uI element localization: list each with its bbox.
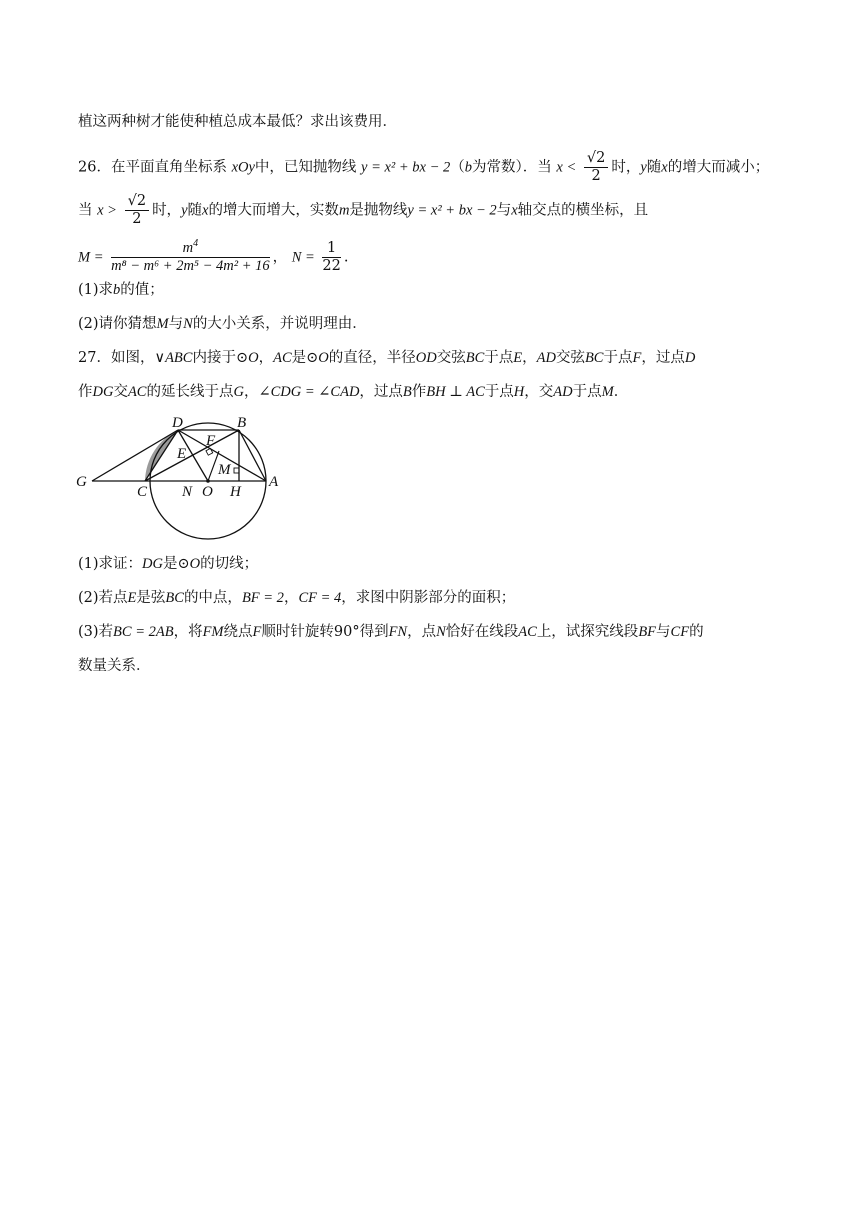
var-O: O xyxy=(189,556,201,572)
question-number: 27． xyxy=(78,350,111,366)
radicand: 2 xyxy=(596,150,606,166)
var-CF: CF xyxy=(670,624,690,640)
degree-90: 90° xyxy=(333,624,360,640)
text: 得到 xyxy=(359,624,389,640)
text: 的延长线于点 xyxy=(146,384,234,400)
inequality-lt: x < xyxy=(556,159,577,176)
bc-2ab: BC = 2AB xyxy=(113,624,174,640)
question-27-part-3-cont xyxy=(78,656,151,676)
text: 于点 xyxy=(603,350,633,366)
label-n: N xyxy=(182,484,193,500)
text: (1)求证： xyxy=(78,556,143,572)
text: （ xyxy=(450,159,465,176)
text: ，点 xyxy=(407,624,437,640)
tangent-dg xyxy=(92,430,178,481)
var-DG: DG xyxy=(142,556,163,572)
parabola-expression: y = x² + bx − 2 xyxy=(407,202,497,219)
var-B: B xyxy=(402,384,412,400)
cf-value: CF = 4 xyxy=(298,590,342,606)
label-g: G xyxy=(76,474,87,490)
question-26-line-1 xyxy=(78,150,769,185)
text: 的值； xyxy=(120,282,164,298)
var-O: O xyxy=(318,350,329,366)
label-d: D xyxy=(172,415,183,431)
fraction-n xyxy=(322,240,340,275)
text: ，将 xyxy=(173,624,203,640)
text: ，求图中阴影部分的面积； xyxy=(341,590,516,606)
text: 绕点 xyxy=(223,624,253,640)
geometry-figure xyxy=(74,414,294,546)
var-OD: OD xyxy=(415,350,437,366)
numerator: 1 xyxy=(322,240,340,258)
text: 内接于⊙ xyxy=(192,350,249,366)
text: 的增大而减小； xyxy=(667,159,770,176)
fraction-m xyxy=(111,240,270,275)
angle-equation: ∠CDG = ∠CAD xyxy=(258,384,360,400)
triangle: ∨ABC xyxy=(154,350,193,366)
var-x: x xyxy=(661,159,668,176)
var-BC: BC xyxy=(584,350,604,366)
var-y: y xyxy=(640,159,647,176)
text-line-continuation xyxy=(78,112,397,132)
var-F: F xyxy=(252,624,262,640)
text: 植这两种树才能使种植总成本最低？求出该费用． xyxy=(78,114,397,130)
text: 与 xyxy=(496,202,512,219)
denominator: 2 xyxy=(132,211,142,227)
text: 是弦 xyxy=(136,590,166,606)
text: 的大小关系，并说明理由． xyxy=(192,316,367,332)
var-BF: BF xyxy=(638,624,657,640)
text: 交弦 xyxy=(436,350,466,366)
var-N: N xyxy=(183,316,193,332)
m-n-definition: M = $\frac{m^4}{\text{m⁸ − m⁶ + 2m⁵ − 4m² + 16}}$ ， N = $\frac{1}{22}$ . xyxy=(78,238,349,274)
text: 的增大而增大，实数 xyxy=(208,202,339,219)
question-26-line-2 xyxy=(78,193,648,228)
question-26-part-1 xyxy=(78,280,164,300)
text: 时， xyxy=(611,159,641,176)
n-equals: N = xyxy=(291,249,315,266)
text: 作 xyxy=(411,384,427,400)
question-27-part-3 xyxy=(78,622,704,642)
var-E: E xyxy=(127,590,137,606)
var-AC: AC xyxy=(518,624,537,640)
bf-value: BF = 2 xyxy=(241,590,284,606)
question-26-part-2 xyxy=(78,314,367,334)
var-AC: AC xyxy=(273,350,292,366)
label-m: M xyxy=(218,462,231,478)
exponent: 4 xyxy=(193,238,199,250)
var-BC: BC xyxy=(465,350,485,366)
var-M: M xyxy=(156,316,169,332)
var-E: E xyxy=(513,350,523,366)
text: ， xyxy=(283,590,299,606)
var-N: N xyxy=(436,624,446,640)
text: (2)若点 xyxy=(78,590,128,606)
text: 恰好在线段 xyxy=(445,624,519,640)
var-AD: AD xyxy=(553,384,573,400)
inequality-gt: x > xyxy=(97,202,117,219)
fraction-sqrt2-over-2: $\frac{√2}{2}$ xyxy=(125,193,149,228)
denominator: 2 xyxy=(591,168,601,184)
text: ，交 xyxy=(524,384,554,400)
chord-cd xyxy=(145,430,178,481)
text: 的中点， xyxy=(183,590,242,606)
var-M: M xyxy=(601,384,614,400)
center-dot xyxy=(206,479,210,483)
label-o: O xyxy=(202,484,213,500)
text: ， xyxy=(258,350,274,366)
var-b: b xyxy=(113,282,121,298)
var-F: F xyxy=(632,350,642,366)
var-AC: AC xyxy=(127,384,147,400)
var-O: O xyxy=(248,350,259,366)
var-m: m xyxy=(338,202,350,219)
text: 数量关系． xyxy=(78,658,151,674)
var-DG: DG xyxy=(92,384,114,400)
text: 的切线； xyxy=(200,556,259,572)
text: 顺时针旋转 xyxy=(261,624,334,640)
text: 在平面直角坐标系 xyxy=(110,159,227,176)
text: 时， xyxy=(152,202,182,219)
var-BC: BC xyxy=(165,590,184,606)
radicand: 2 xyxy=(136,193,147,209)
question-number: 26． xyxy=(78,159,111,176)
text: ， xyxy=(522,350,537,366)
var-x: x xyxy=(202,202,209,219)
text: 与 xyxy=(168,316,184,332)
text: 的 xyxy=(689,624,704,640)
text: 交弦 xyxy=(555,350,585,366)
text: 于点 xyxy=(484,350,514,366)
m-equals: M = xyxy=(78,249,104,266)
text: 于点 xyxy=(484,384,514,400)
label-h: H xyxy=(230,484,241,500)
question-27-line-1 xyxy=(78,348,695,368)
question-27-part-2 xyxy=(78,588,515,608)
text: 是抛物线 xyxy=(349,202,408,219)
text: 与 xyxy=(656,624,671,640)
text: 交 xyxy=(113,384,128,400)
var-G: G xyxy=(233,384,244,400)
text: 为常数）．当 xyxy=(472,159,552,176)
perpendicular-bh: BH ⊥ AC xyxy=(426,384,485,400)
text: 于点 xyxy=(572,384,602,400)
var-x: x xyxy=(511,202,518,219)
fraction-sqrt2-over-2: $\frac{√2}{2}$ xyxy=(584,150,608,185)
question-27-line-2 xyxy=(78,382,628,402)
text: ． xyxy=(613,384,629,400)
text: 随 xyxy=(187,202,202,219)
text: 随 xyxy=(646,159,662,176)
coordinate-system: xOy xyxy=(231,159,255,176)
var-FM: FM xyxy=(202,624,224,640)
text: 如图， xyxy=(110,350,155,366)
var-FN: FN xyxy=(388,624,408,640)
text: 上，试探究线段 xyxy=(536,624,639,640)
text: ，过点 xyxy=(359,384,403,400)
var-AD: AD xyxy=(536,350,556,366)
label-e: E xyxy=(177,446,187,462)
parabola-expression: y = x² + bx − 2 xyxy=(361,159,451,176)
right-angle-mark-m xyxy=(234,468,239,473)
text: (2)请你猜想 xyxy=(78,316,157,332)
label-b: B xyxy=(237,415,247,431)
text: (3)若 xyxy=(78,624,114,640)
text: 当 xyxy=(78,202,93,219)
text: 是⊙ xyxy=(291,350,319,366)
text: (1)求 xyxy=(78,282,114,298)
numerator: m xyxy=(182,240,194,256)
var-b: b xyxy=(464,159,473,176)
label-c: C xyxy=(137,484,148,500)
text: 轴交点的横坐标，且 xyxy=(517,202,649,219)
text: 是⊙ xyxy=(163,556,190,572)
text: 的直径，半径 xyxy=(328,350,416,366)
label-f: F xyxy=(206,433,216,449)
question-27-part-1 xyxy=(78,554,258,574)
text: ， xyxy=(243,384,259,400)
var-y: y xyxy=(181,202,188,219)
var-H: H xyxy=(513,384,525,400)
denominator: m⁸ − m⁶ + 2m⁵ − 4m² + 16 xyxy=(111,258,270,274)
denominator: 22 xyxy=(322,258,341,274)
text: 作 xyxy=(78,384,93,400)
text: 中，已知抛物线 xyxy=(254,159,357,176)
text: ，过点 xyxy=(641,350,685,366)
var-D: D xyxy=(684,350,696,366)
label-a: A xyxy=(269,474,279,490)
